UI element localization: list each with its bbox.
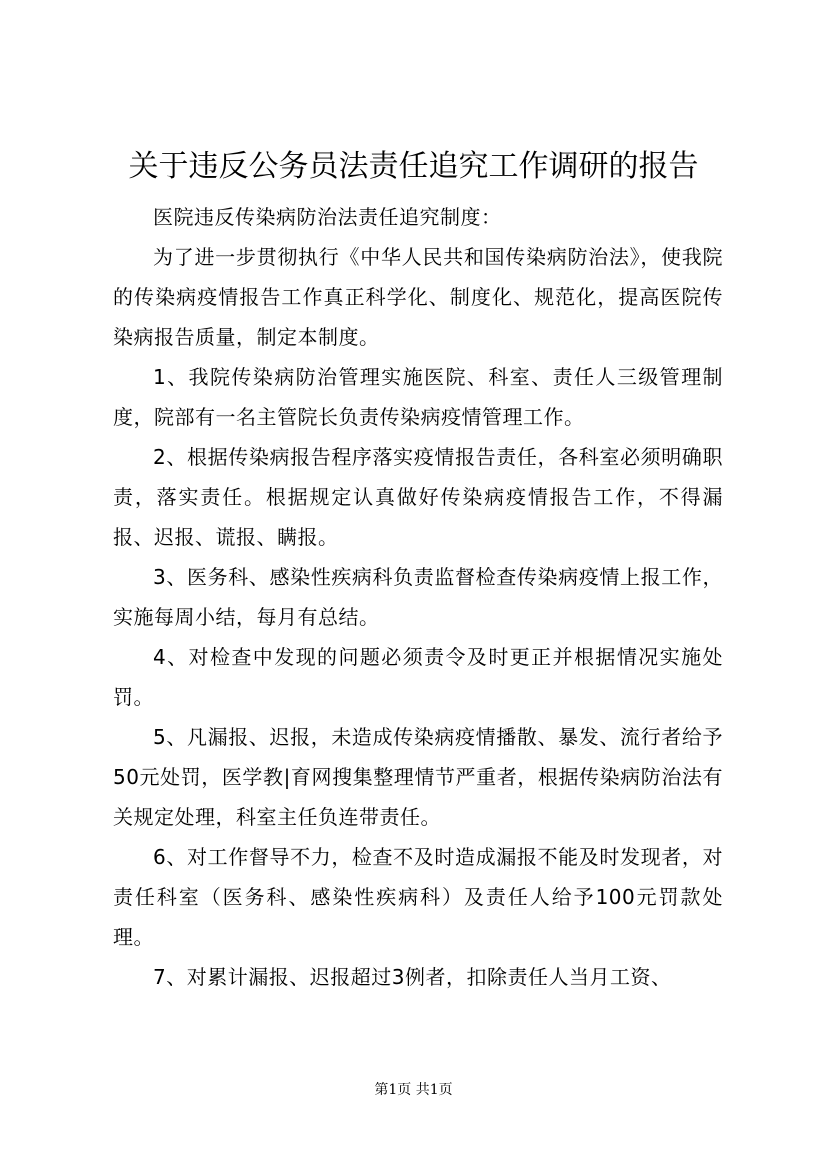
document-title: 关于违反公务员法责任追究工作调研的报告 xyxy=(128,149,699,184)
paragraph-item-4: 4、对检查中发现的问题必须责令及时更正并根据情况实施处罚。 xyxy=(113,645,723,709)
paragraph-subtitle: 医院违反传染病防治法责任追究制度： xyxy=(153,205,502,229)
paragraph-intro: 为了进一步贯彻执行《中华人民共和国传染病防治法》，使我院的传染病疫情报告工作真正科学化、制度化、规范化，提高医院传染病报告质量，制定本制度。 xyxy=(113,245,723,349)
paragraph-item-1: 1、我院传染病防治管理实施医院、科室、责任人三级管理制度，院部有一名主管院长负责传染病疫情管理工作。 xyxy=(113,365,723,429)
paragraph-item-3: 3、医务科、感染性疾病科负责监督检查传染病疫情上报工作，实施每周小结，每月有总结。 xyxy=(113,565,723,629)
page-footer: 第1页 共1页 xyxy=(374,1082,453,1098)
document-body xyxy=(113,197,723,997)
paragraph-item-7: 7、对累计漏报、迟报超过3例者，扣除责任人当月工资、 xyxy=(153,965,672,989)
paragraph-item-2: 2、根据传染病报告程序落实疫情报告责任，各科室必须明确职责，落实责任。根据规定认真做好传染病疫情报告工作，不得漏报、迟报、谎报、瞒报。 xyxy=(113,445,723,549)
paragraph-item-6: 6、对工作督导不力，检查不及时造成漏报不能及时发现者，对责任科室（医务科、感染性疾病科）及责任人给予100元罚款处理。 xyxy=(113,845,723,949)
paragraph-item-5: 5、凡漏报、迟报，未造成传染病疫情播散、暴发、流行者给予50元处罚，医学教|育网搜集整理情节严重者，根据传染病防治法有关规定处理，科室主任负连带责任。 xyxy=(113,725,723,829)
